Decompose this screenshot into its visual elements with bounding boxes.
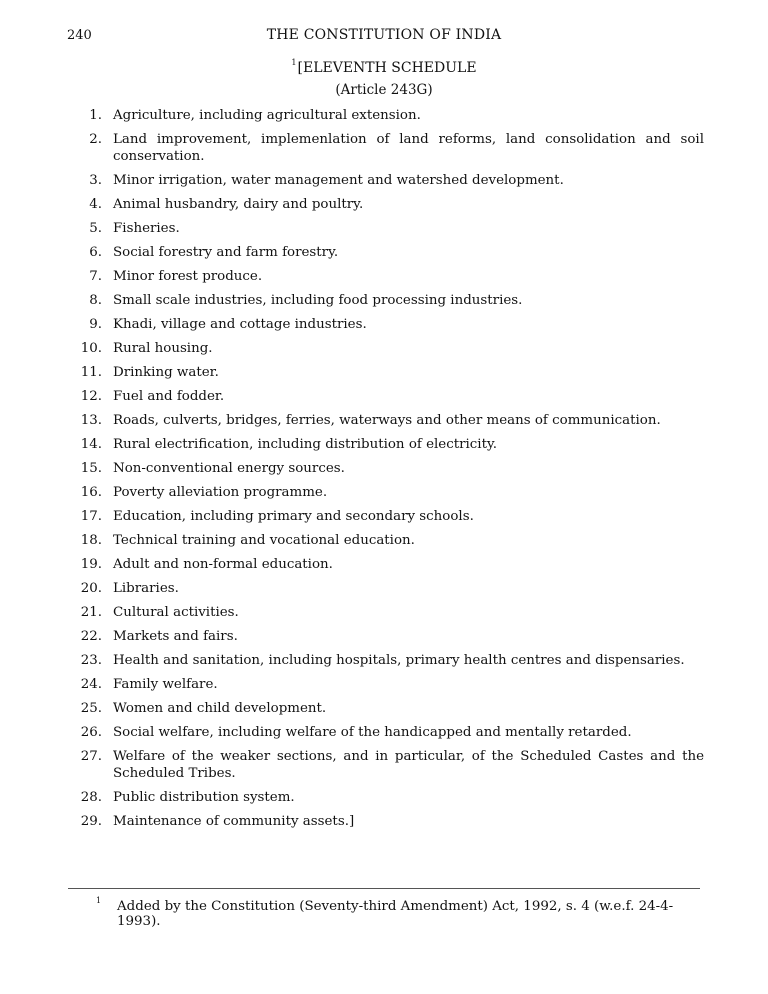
list-item-number: 23. [80, 653, 102, 668]
list-item-number: 29. [80, 814, 102, 829]
footnote-reference: 1 [291, 58, 297, 67]
list-item-text: Women and child development. [113, 701, 327, 716]
list-item [68, 436, 704, 453]
list-item-number: 10. [80, 341, 102, 356]
list-item-text: Markets and fairs. [113, 629, 238, 644]
list-item-text: Social welfare, including welfare of the handicapped and mentally retarded. [113, 725, 632, 740]
list-item-number: 15. [80, 461, 102, 476]
list-item-text: Minor forest produce. [113, 269, 263, 284]
list-item-text: Land improvement, implemenlation of land reforms, land consolidation and soil conservation. [113, 132, 704, 164]
list-item-number: 18. [80, 533, 102, 548]
list-item [68, 292, 704, 309]
list-item-number: 2. [89, 132, 102, 147]
list-item [68, 388, 704, 405]
list-item [68, 724, 704, 741]
list-item-number: 25. [80, 701, 102, 716]
list-item-text: Agriculture, including agricultural extension. [113, 108, 421, 123]
list-item-number: 5. [89, 221, 102, 236]
list-item-text: Welfare of the weaker sections, and in particular, of the Scheduled Castes and the Scheduled Tribes. [113, 749, 704, 781]
list-item [68, 508, 704, 525]
list-item [68, 460, 704, 477]
list-item-text: Khadi, village and cottage industries. [113, 317, 367, 332]
running-header: THE CONSTITUTION OF INDIA [266, 27, 502, 43]
list-item-text: Family welfare. [113, 677, 218, 692]
list-item-text: Education, including primary and secondary schools. [113, 509, 474, 524]
list-item-number: 11. [80, 365, 102, 380]
list-item [68, 813, 704, 830]
list-item-number: 28. [80, 790, 102, 805]
list-item [68, 580, 704, 597]
schedule-title [0, 58, 768, 76]
list-item-text: Small scale industries, including food processing industries. [113, 293, 523, 308]
list-item-number: 7. [89, 269, 102, 284]
list-item-text: Social forestry and farm forestry. [113, 245, 339, 260]
list-item [68, 652, 704, 669]
list-item-number: 17. [80, 509, 102, 524]
list-item-number: 16. [80, 485, 102, 500]
schedule-item-list [68, 107, 704, 837]
list-item-text: Drinking water. [113, 365, 219, 380]
list-item-number: 6. [89, 245, 102, 260]
list-item-text: Health and sanitation, including hospitals, primary health centres and dispensaries. [113, 653, 685, 668]
list-item-text: Animal husbandry, dairy and poultry. [113, 197, 364, 212]
list-item-number: 19. [80, 557, 102, 572]
list-item-number: 26. [80, 725, 102, 740]
list-item [68, 220, 704, 237]
list-item-number: 12. [80, 389, 102, 404]
footnote [96, 896, 716, 929]
list-item-number: 22. [80, 629, 102, 644]
list-item-text: Fisheries. [113, 221, 180, 236]
list-item [68, 789, 704, 806]
list-item [68, 676, 704, 693]
list-item-number: 27. [80, 749, 102, 764]
list-item-text: Technical training and vocational education. [113, 533, 415, 548]
list-item-number: 9. [89, 317, 102, 332]
list-item-number: 3. [89, 173, 102, 188]
list-item [68, 340, 704, 357]
list-item-number: 20. [80, 581, 102, 596]
schedule-title-text: [ELEVENTH SCHEDULE [297, 60, 477, 76]
list-item-text: Minor irrigation, water management and watershed development. [113, 173, 564, 188]
list-item [68, 172, 704, 189]
list-item [68, 484, 704, 501]
list-item-text: Fuel and fodder. [113, 389, 225, 404]
list-item-text: Public distribution system. [113, 790, 295, 805]
list-item [68, 107, 704, 124]
list-item [68, 244, 704, 261]
list-item [68, 364, 704, 381]
list-item [68, 700, 704, 717]
list-item-text: Non-conventional energy sources. [113, 461, 345, 476]
footnote-marker: 1 [96, 896, 102, 905]
list-item-number: 21. [80, 605, 102, 620]
list-item-number: 14. [80, 437, 102, 452]
list-item [68, 412, 704, 429]
list-item [68, 628, 704, 645]
footnote-text: Added by the Constitution (Seventy-third Amendment) Act, 1992, s. 4 (w.e.f. 24-4-1993). [117, 899, 674, 929]
footnote-divider [68, 888, 700, 889]
list-item-text: Rural housing. [113, 341, 213, 356]
list-item-number: 4. [89, 197, 102, 212]
list-item [68, 748, 704, 782]
list-item-number: 24. [80, 677, 102, 692]
list-item-text: Adult and non-formal education. [113, 557, 333, 572]
list-item-text: Poverty alleviation programme. [113, 485, 328, 500]
list-item-text: Maintenance of community assets.] [113, 814, 355, 829]
list-item-number: 13. [80, 413, 102, 428]
list-item-text: Cultural activities. [113, 605, 239, 620]
list-item-text: Libraries. [113, 581, 179, 596]
list-item-number: 1. [89, 108, 102, 123]
list-item-text: Roads, culverts, bridges, ferries, waterways and other means of communication. [113, 413, 661, 428]
list-item [68, 131, 704, 165]
list-item-number: 8. [89, 293, 102, 308]
list-item-text: Rural electrification, including distribution of electricity. [113, 437, 497, 452]
list-item [68, 556, 704, 573]
list-item [68, 532, 704, 549]
article-reference: (Article 243G) [335, 82, 433, 98]
page-number: 240 [67, 28, 92, 43]
list-item [68, 268, 704, 285]
list-item [68, 196, 704, 213]
list-item [68, 604, 704, 621]
list-item [68, 316, 704, 333]
